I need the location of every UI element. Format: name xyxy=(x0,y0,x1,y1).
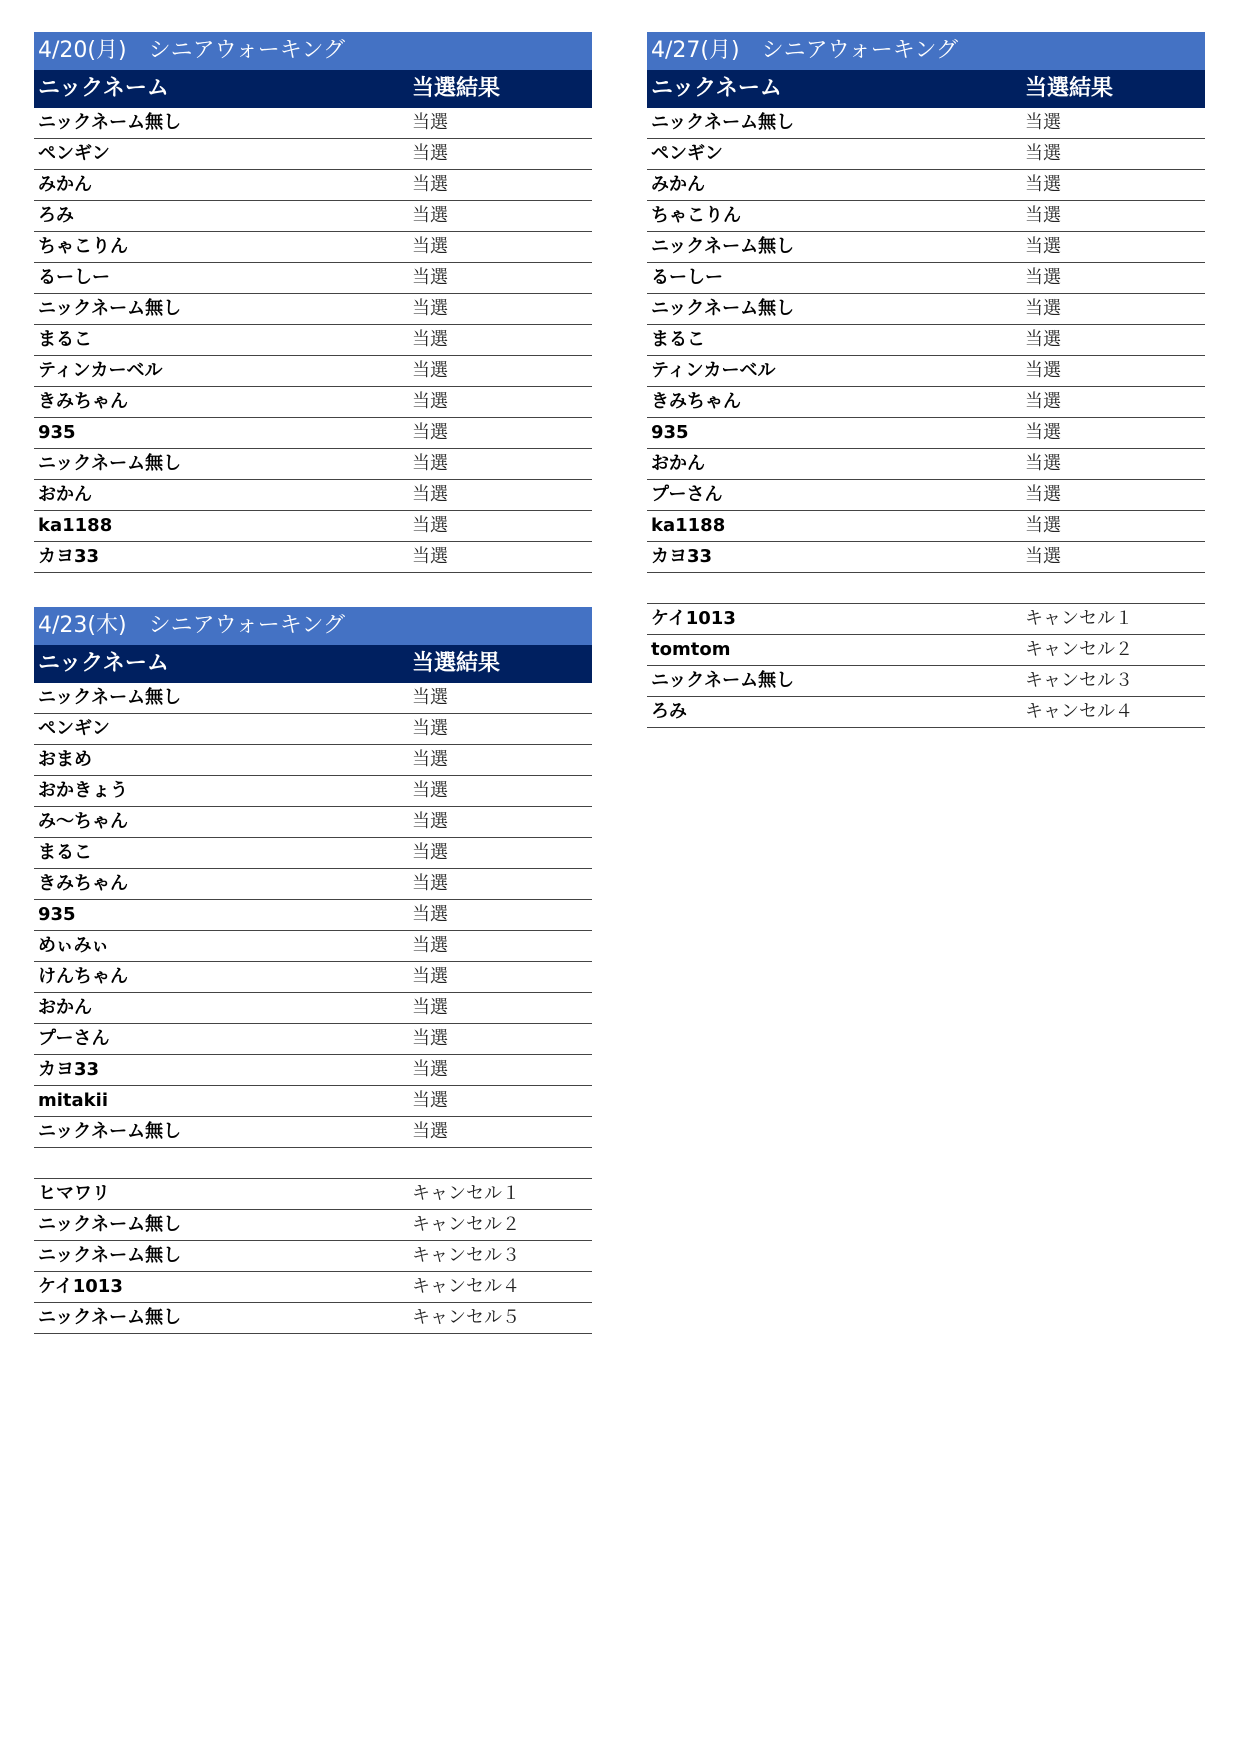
nickname-cell: ニックネーム無し xyxy=(38,298,182,319)
result-cell: 当選 xyxy=(412,329,448,350)
table-row xyxy=(34,869,592,900)
cancellation-row xyxy=(34,1241,592,1272)
cancellation-row xyxy=(647,697,1205,728)
nickname-cell: ティンカーベル xyxy=(651,360,776,381)
cancellation-row xyxy=(34,1272,592,1303)
result-cell: 当選 xyxy=(1025,546,1061,567)
table-row xyxy=(647,387,1205,418)
table-row xyxy=(34,1117,592,1148)
table-row xyxy=(647,201,1205,232)
table-row xyxy=(647,542,1205,573)
nickname-cell: ニックネーム無し xyxy=(651,298,795,319)
table-row xyxy=(647,325,1205,356)
table-header xyxy=(34,70,592,108)
header-nickname: ニックネーム xyxy=(38,651,169,676)
table-row xyxy=(34,294,592,325)
cancellation-status-cell: キャンセル４ xyxy=(1025,701,1133,722)
winner-list xyxy=(34,108,592,573)
nickname-cell: カヨ33 xyxy=(38,546,100,567)
nickname-cell: まるこ xyxy=(38,842,92,863)
nickname-cell: きみちゃん xyxy=(38,873,128,894)
cancellation-status-cell: キャンセル１ xyxy=(1025,608,1133,629)
table-row xyxy=(34,139,592,170)
result-cell: 当選 xyxy=(412,718,448,739)
table-row xyxy=(34,418,592,449)
result-cell: 当選 xyxy=(412,391,448,412)
cancellation-row xyxy=(647,635,1205,666)
nickname-cell: tomtom xyxy=(651,639,731,660)
nickname-cell: ニックネーム無し xyxy=(38,453,182,474)
result-cell: 当選 xyxy=(1025,422,1061,443)
nickname-cell: ちゃこりん xyxy=(38,236,128,257)
table-title: 4/27(月) シニアウォーキング xyxy=(647,32,1205,70)
nickname-cell: ティンカーベル xyxy=(38,360,163,381)
cancellation-status-cell: キャンセル３ xyxy=(412,1245,520,1266)
result-cell: 当選 xyxy=(412,298,448,319)
result-cell: 当選 xyxy=(412,1059,448,1080)
table-row xyxy=(34,356,592,387)
nickname-cell: ニックネーム無し xyxy=(38,1214,182,1235)
table-row xyxy=(34,263,592,294)
table-row xyxy=(647,170,1205,201)
result-cell: 当選 xyxy=(412,935,448,956)
result-cell: 当選 xyxy=(412,205,448,226)
result-cell: 当選 xyxy=(412,112,448,133)
result-cell: 当選 xyxy=(1025,298,1061,319)
result-cell: 当選 xyxy=(412,687,448,708)
cancellation-row xyxy=(34,1179,592,1210)
table-row xyxy=(34,776,592,807)
table-row xyxy=(647,232,1205,263)
table-row xyxy=(647,480,1205,511)
nickname-cell: ケイ1013 xyxy=(651,608,736,629)
nickname-cell: ニックネーム無し xyxy=(651,236,795,257)
table-row xyxy=(647,418,1205,449)
nickname-cell: ニックネーム無し xyxy=(38,1245,182,1266)
nickname-cell: ろみ xyxy=(38,205,74,226)
nickname-cell: ペンギン xyxy=(38,718,110,739)
result-cell: 当選 xyxy=(1025,360,1061,381)
table-header xyxy=(647,70,1205,108)
table-title: 4/23(木) シニアウォーキング xyxy=(34,607,592,645)
nickname-cell: ニックネーム無し xyxy=(38,1307,182,1328)
nickname-cell: mitakii xyxy=(38,1090,108,1111)
table-header xyxy=(34,645,592,683)
result-cell: 当選 xyxy=(412,997,448,1018)
nickname-cell: ニックネーム無し xyxy=(38,687,182,708)
table-row xyxy=(34,900,592,931)
result-cell: 当選 xyxy=(412,904,448,925)
nickname-cell: 935 xyxy=(38,422,76,443)
nickname-cell: ペンギン xyxy=(38,143,110,164)
nickname-cell: ニックネーム無し xyxy=(38,112,182,133)
table-row xyxy=(647,139,1205,170)
result-cell: 当選 xyxy=(412,966,448,987)
nickname-cell: カヨ33 xyxy=(38,1059,100,1080)
result-cell: 当選 xyxy=(412,1090,448,1111)
table-row xyxy=(34,1086,592,1117)
nickname-cell: みかん xyxy=(38,174,92,195)
cancellation-list xyxy=(647,603,1205,728)
result-cell: 当選 xyxy=(412,873,448,894)
cancellation-status-cell: キャンセル２ xyxy=(1025,639,1133,660)
result-cell: 当選 xyxy=(412,780,448,801)
cancellation-row xyxy=(647,666,1205,697)
result-cell: 当選 xyxy=(412,1121,448,1142)
result-cell: 当選 xyxy=(412,842,448,863)
nickname-cell: おかん xyxy=(651,453,705,474)
table-row xyxy=(34,838,592,869)
result-cell: 当選 xyxy=(1025,484,1061,505)
result-cell: 当選 xyxy=(1025,205,1061,226)
nickname-cell: きみちゃん xyxy=(651,391,741,412)
table-row xyxy=(34,325,592,356)
winner-list xyxy=(34,683,592,1148)
result-cell: 当選 xyxy=(412,360,448,381)
nickname-cell: 935 xyxy=(651,422,689,443)
table-row xyxy=(34,201,592,232)
table-row xyxy=(647,356,1205,387)
cancellation-status-cell: キャンセル５ xyxy=(412,1307,520,1328)
result-cell: 当選 xyxy=(412,236,448,257)
cancellation-status-cell: キャンセル１ xyxy=(412,1183,520,1204)
result-cell: 当選 xyxy=(412,749,448,770)
table-row xyxy=(34,108,592,139)
nickname-cell: るーしー xyxy=(38,267,110,288)
nickname-cell: おかん xyxy=(38,484,92,505)
result-cell: 当選 xyxy=(1025,267,1061,288)
nickname-cell: ニックネーム無し xyxy=(651,112,795,133)
winner-list xyxy=(647,108,1205,573)
cancellation-row xyxy=(34,1210,592,1241)
nickname-cell: ケイ1013 xyxy=(38,1276,123,1297)
table-row xyxy=(34,511,592,542)
nickname-cell: るーしー xyxy=(651,267,723,288)
nickname-cell: み～ちゃん xyxy=(38,811,128,832)
table-row xyxy=(647,108,1205,139)
table-row xyxy=(34,387,592,418)
nickname-cell: ろみ xyxy=(651,701,687,722)
nickname-cell: まるこ xyxy=(38,329,92,350)
result-cell: 当選 xyxy=(412,484,448,505)
nickname-cell: きみちゃん xyxy=(38,391,128,412)
result-cell: 当選 xyxy=(412,453,448,474)
nickname-cell: プーさん xyxy=(651,484,723,505)
lottery-table-0423 xyxy=(34,607,592,1334)
table-row xyxy=(34,170,592,201)
table-row xyxy=(34,232,592,263)
result-cell: 当選 xyxy=(412,1028,448,1049)
table-row xyxy=(647,511,1205,542)
result-cell: 当選 xyxy=(1025,236,1061,257)
table-row xyxy=(34,683,592,714)
lottery-table-0427 xyxy=(647,32,1205,728)
table-row xyxy=(34,542,592,573)
result-cell: 当選 xyxy=(1025,329,1061,350)
table-row xyxy=(34,1024,592,1055)
cancellation-row xyxy=(34,1303,592,1334)
cancellation-list xyxy=(34,1178,592,1334)
nickname-cell: みかん xyxy=(651,174,705,195)
table-title: 4/20(月) シニアウォーキング xyxy=(34,32,592,70)
table-row xyxy=(34,962,592,993)
nickname-cell: ka1188 xyxy=(38,515,113,536)
result-cell: 当選 xyxy=(1025,453,1061,474)
nickname-cell: 935 xyxy=(38,904,76,925)
nickname-cell: ヒマワリ xyxy=(38,1183,110,1204)
table-row xyxy=(34,931,592,962)
lottery-table-0420 xyxy=(34,32,592,573)
cancellation-status-cell: キャンセル４ xyxy=(412,1276,520,1297)
nickname-cell: ka1188 xyxy=(651,515,726,536)
nickname-cell: おかん xyxy=(38,997,92,1018)
cancellation-row xyxy=(647,604,1205,635)
table-row xyxy=(34,480,592,511)
nickname-cell: おまめ xyxy=(38,749,92,770)
table-row xyxy=(34,807,592,838)
result-cell: 当選 xyxy=(412,811,448,832)
nickname-cell: まるこ xyxy=(651,329,705,350)
header-nickname: ニックネーム xyxy=(651,76,782,101)
table-row xyxy=(34,449,592,480)
nickname-cell: めぃみぃ xyxy=(38,935,110,956)
nickname-cell: ちゃこりん xyxy=(651,205,741,226)
result-cell: 当選 xyxy=(412,515,448,536)
result-cell: 当選 xyxy=(412,546,448,567)
nickname-cell: けんちゃん xyxy=(38,966,128,987)
table-row xyxy=(34,993,592,1024)
cancellation-status-cell: キャンセル３ xyxy=(1025,670,1133,691)
table-row xyxy=(34,1055,592,1086)
header-nickname: ニックネーム xyxy=(38,76,169,101)
table-row xyxy=(34,745,592,776)
table-row xyxy=(647,449,1205,480)
cancellation-status-cell: キャンセル２ xyxy=(412,1214,520,1235)
result-cell: 当選 xyxy=(412,174,448,195)
result-cell: 当選 xyxy=(412,143,448,164)
result-cell: 当選 xyxy=(412,422,448,443)
table-row xyxy=(647,294,1205,325)
nickname-cell: ニックネーム無し xyxy=(651,670,795,691)
result-cell: 当選 xyxy=(1025,174,1061,195)
result-cell: 当選 xyxy=(412,267,448,288)
nickname-cell: おかきょう xyxy=(38,780,128,801)
header-result: 当選結果 xyxy=(412,651,501,676)
nickname-cell: プーさん xyxy=(38,1028,110,1049)
result-cell: 当選 xyxy=(1025,143,1061,164)
nickname-cell: ニックネーム無し xyxy=(38,1121,182,1142)
table-row xyxy=(34,714,592,745)
header-result: 当選結果 xyxy=(1025,76,1114,101)
result-cell: 当選 xyxy=(1025,112,1061,133)
result-cell: 当選 xyxy=(1025,515,1061,536)
result-cell: 当選 xyxy=(1025,391,1061,412)
header-result: 当選結果 xyxy=(412,76,501,101)
nickname-cell: カヨ33 xyxy=(651,546,713,567)
table-row xyxy=(647,263,1205,294)
nickname-cell: ペンギン xyxy=(651,143,723,164)
